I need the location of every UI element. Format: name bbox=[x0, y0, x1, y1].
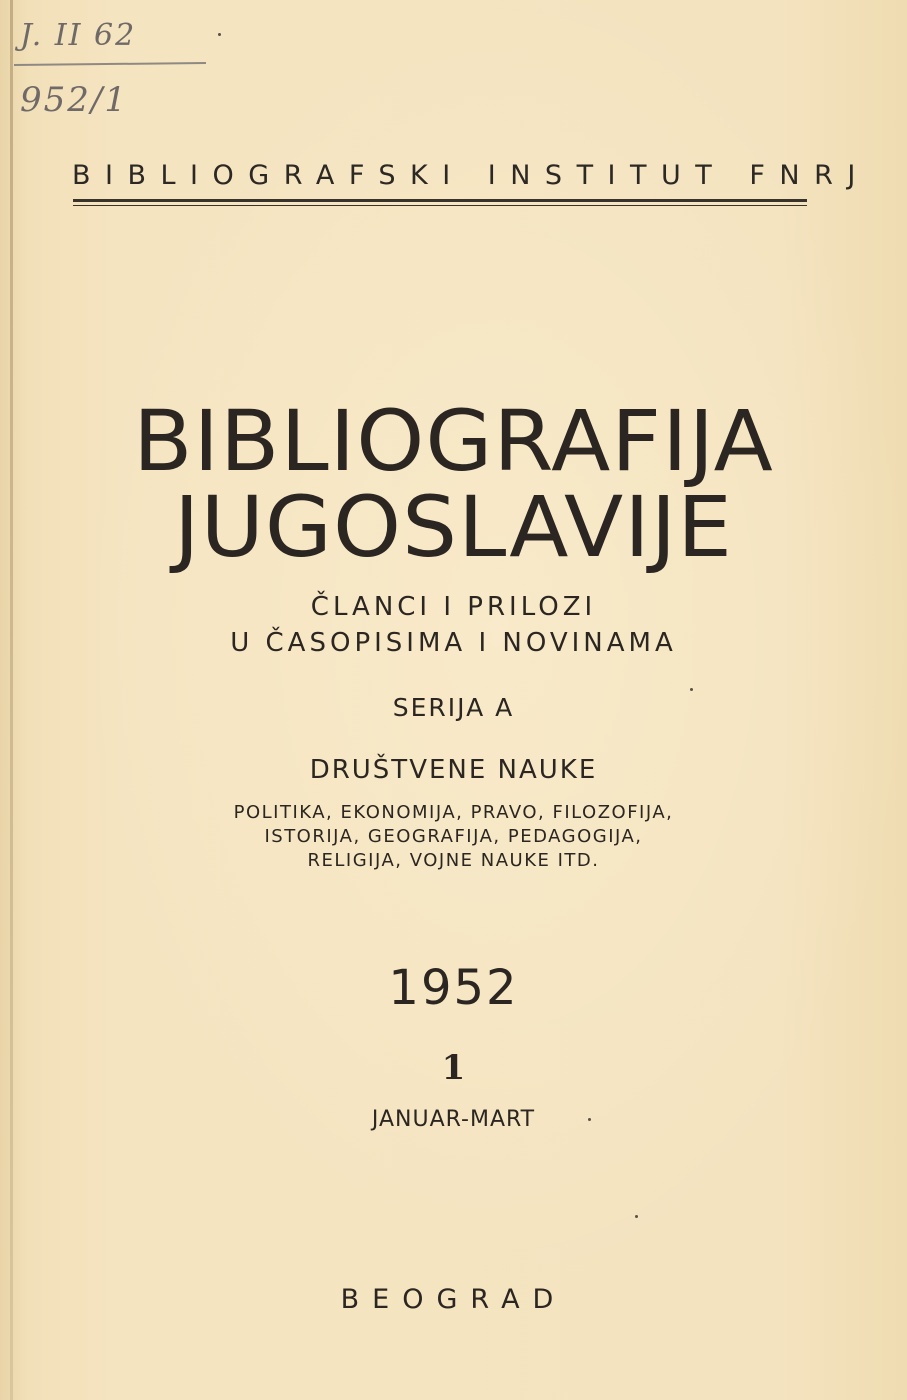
header-rule-thick bbox=[73, 199, 807, 202]
topics-line-2: ISTORIJA, GEOGRAFIJA, PEDAGOGIJA, bbox=[264, 826, 643, 847]
handwritten-call-number: J. II 62 bbox=[20, 18, 137, 53]
issue-period: JANUAR-MART bbox=[371, 1107, 536, 1132]
header-rule-thin bbox=[73, 205, 807, 206]
paper-speck bbox=[635, 1215, 638, 1218]
publisher-institute: BIBLIOGRAFSKI INSTITUT FNRJ bbox=[72, 160, 870, 191]
topics-line-1: POLITIKA, EKONOMIJA, PRAVO, FILOZOFIJA, bbox=[233, 802, 674, 823]
publication-year: 1952 bbox=[388, 960, 519, 1016]
main-title-line-2: JUGOSLAVIJE bbox=[174, 478, 733, 576]
topics-line-3: RELIGIJA, VOJNE NAUKE ITD. bbox=[307, 850, 600, 871]
subtitle-line-2: U ČASOPISIMA I NOVINAMA bbox=[230, 628, 677, 658]
paper-speck bbox=[588, 1118, 591, 1121]
publication-city: BEOGRAD bbox=[340, 1284, 567, 1315]
handwritten-volume-number: 952/1 bbox=[20, 80, 128, 120]
series-label: SERIJA A bbox=[392, 693, 515, 722]
handwritten-underline bbox=[14, 62, 206, 66]
main-title-line-1: BIBLIOGRAFIJA bbox=[133, 392, 774, 490]
paper-speck bbox=[690, 688, 693, 691]
issue-number: 1 bbox=[441, 1048, 466, 1088]
field-label: DRUŠTVENE NAUKE bbox=[309, 755, 598, 785]
subtitle-line-1: ČLANCI I PRILOZI bbox=[310, 592, 597, 622]
paper-speck bbox=[218, 33, 221, 36]
